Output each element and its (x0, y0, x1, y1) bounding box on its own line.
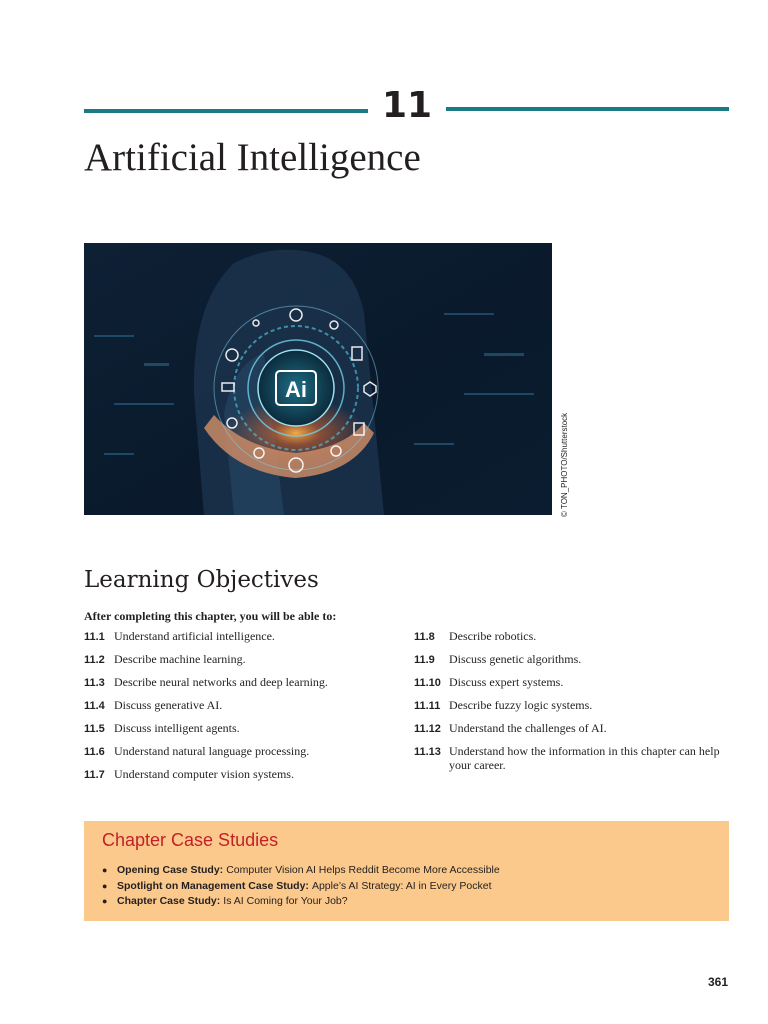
objective-number: 11.12 (414, 723, 441, 735)
objective-number: 11.13 (414, 746, 441, 758)
case-study-title: Is AI Coming for Your Job? (223, 895, 348, 907)
case-study-item (102, 894, 500, 910)
photo-credit: © TON_PHOTO/Shutterstock (560, 412, 569, 517)
objective-number: 11.3 (84, 677, 105, 689)
case-study-label: Chapter Case Study: (117, 895, 221, 907)
objective-item (84, 744, 404, 759)
objective-number: 11.1 (84, 631, 105, 643)
case-study-item (102, 863, 500, 879)
objective-item (414, 698, 734, 713)
objective-text: Describe robotics. (449, 629, 537, 643)
case-study-label: Spotlight on Management Case Study: (117, 879, 309, 892)
objective-text: Understand the challenges of AI. (449, 721, 607, 735)
case-study-title: Apple’s AI Strategy: AI in Every Pocket (311, 879, 492, 892)
objective-item (84, 721, 404, 736)
chapter-title: Artificial Intelligence (84, 136, 421, 179)
objective-text: Discuss genetic algorithms. (449, 652, 582, 666)
objective-text: Understand artificial intelligence. (114, 629, 275, 643)
chapter-rule-left (84, 109, 368, 113)
case-study-label: Opening Case Study: (117, 864, 224, 876)
objective-text: Understand how the information in this chapter can help your career. (449, 744, 720, 772)
objective-text: Understand computer vision systems. (114, 767, 294, 781)
objective-number: 11.9 (414, 654, 435, 666)
objective-item (84, 675, 404, 690)
objective-number: 11.11 (414, 700, 441, 712)
objective-item (84, 629, 404, 644)
objective-number: 11.10 (414, 677, 441, 689)
objective-text: Discuss expert systems. (449, 675, 564, 689)
objective-item (414, 721, 734, 736)
objective-text: Discuss generative AI. (114, 698, 223, 712)
bullet-icon: ● (102, 896, 108, 906)
objective-text: Describe neural networks and deep learning. (114, 675, 328, 689)
case-studies-list (102, 863, 500, 910)
objective-number: 11.2 (84, 654, 105, 666)
learning-objectives-intro: After completing this chapter, you will be able to: (84, 609, 337, 623)
objective-text: Describe fuzzy logic systems. (449, 698, 593, 712)
objective-text: Discuss intelligent agents. (114, 721, 240, 735)
objective-item (414, 629, 734, 644)
bullet-icon: ● (102, 865, 108, 875)
objective-number: 11.4 (84, 700, 105, 712)
objective-item (414, 652, 734, 667)
objective-item (84, 698, 404, 713)
case-studies-box (84, 821, 729, 921)
objectives-left-column (84, 629, 404, 790)
objective-item (84, 652, 404, 667)
objective-number: 11.6 (84, 746, 105, 758)
case-studies-heading: Chapter Case Studies (102, 830, 279, 850)
objective-item (414, 744, 734, 772)
objective-item (414, 675, 734, 690)
objective-number: 11.7 (84, 769, 105, 781)
hero-image (84, 243, 552, 515)
page-number: 361 (707, 975, 728, 989)
objective-text: Understand natural language processing. (114, 744, 310, 758)
objective-number: 11.8 (414, 631, 435, 643)
objective-item (84, 767, 404, 782)
chapter-rule-right (446, 107, 729, 111)
objectives-right-column (414, 629, 734, 780)
ai-chip-label: Ai (285, 377, 307, 402)
bullet-icon: ● (102, 880, 108, 891)
case-study-title: Computer Vision AI Helps Reddit Become More Accessible (226, 864, 500, 876)
chapter-number: 11 (381, 85, 433, 126)
learning-objectives-heading: Learning Objectives (84, 567, 319, 593)
case-study-item (102, 879, 500, 895)
objective-text: Describe machine learning. (114, 652, 246, 666)
objective-number: 11.5 (84, 723, 105, 735)
